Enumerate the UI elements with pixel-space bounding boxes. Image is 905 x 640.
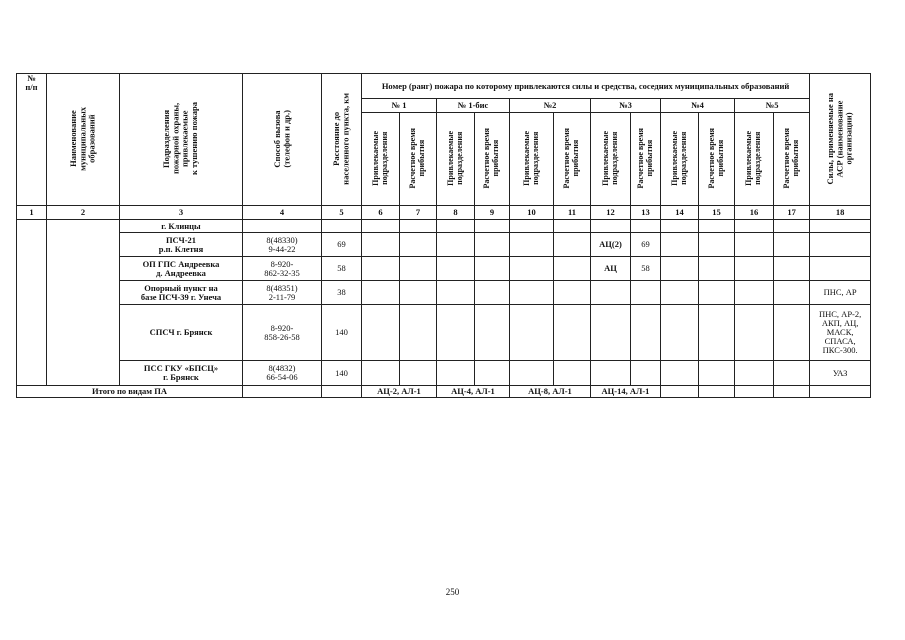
totals-label: Итого по видам ПА <box>17 386 243 398</box>
unit-cell: ОП ГПС Андреевка д. Андреевка <box>120 257 243 281</box>
r3-time-cell <box>631 281 661 305</box>
header-unit <box>120 74 243 206</box>
unit-cell: ПСЧ-21 р.п. Клетня <box>120 233 243 257</box>
sub-units: Привлекаемые подразделения <box>661 113 699 206</box>
col-num: 7 <box>400 206 437 220</box>
header-unit-text: Подразделения пожарной охраны, привлекаемые к тушению пожара <box>161 102 200 176</box>
r3-time-cell <box>631 361 661 386</box>
col-num: 14 <box>661 206 699 220</box>
header-num-text: № п/п <box>25 73 38 92</box>
header-distance-text: Расстояние до населенного пункта, км <box>331 92 351 185</box>
asr-cell: УАЗ <box>810 361 871 386</box>
call-cell: 8(48351) 2-11-79 <box>243 281 322 305</box>
distance-cell: 140 <box>322 305 362 361</box>
col-num: 18 <box>810 206 871 220</box>
page-number: 250 <box>445 587 460 597</box>
distance-cell: 58 <box>322 257 362 281</box>
rank-3: №3 <box>591 99 661 113</box>
r3-time-cell: 58 <box>631 257 661 281</box>
rank-4: №4 <box>661 99 735 113</box>
col-num: 15 <box>699 206 735 220</box>
column-number-row <box>17 206 871 220</box>
totals-rank-1: АЦ-2, АЛ-1 <box>362 386 437 398</box>
call-cell: 8-920- 858-26-58 <box>243 305 322 361</box>
col-num: 8 <box>437 206 475 220</box>
sub-time: Расчетное время прибытия <box>475 113 510 206</box>
unit-cell: Опорный пункт на базе ПСЧ-39 г. Унеча <box>120 281 243 305</box>
col-num: 16 <box>735 206 774 220</box>
col-num: 12 <box>591 206 631 220</box>
distance-cell: 69 <box>322 233 362 257</box>
table-row <box>17 220 871 233</box>
header-call-method-text: Способ вызова (телефон и др.) <box>271 109 291 168</box>
call-cell: 8(4832) 66-54-06 <box>243 361 322 386</box>
header-distance <box>322 74 362 206</box>
asr-cell: ПНС, АР-2, АКП, АЦ, МАСК, СПАСА, ПКС-300. <box>810 305 871 361</box>
table-row <box>17 361 871 386</box>
totals-rank-2: АЦ-8, АЛ-1 <box>510 386 591 398</box>
r3-units-cell <box>591 305 631 361</box>
sub-time: Расчетное время прибытия <box>774 113 810 206</box>
sub-units: Привлекаемые подразделения <box>735 113 774 206</box>
distance-cell: 38 <box>322 281 362 305</box>
totals-rank-3: АЦ-14, АЛ-1 <box>591 386 661 398</box>
totals-row <box>17 386 871 398</box>
call-cell: 8(48330) 9-44-22 <box>243 233 322 257</box>
col-num: 6 <box>362 206 400 220</box>
asr-cell <box>810 257 871 281</box>
sub-units: Привлекаемые подразделения <box>591 113 631 206</box>
r3-units-cell: АЦ <box>591 257 631 281</box>
r3-units-cell <box>591 281 631 305</box>
r3-time-cell: 69 <box>631 233 661 257</box>
col-num: 3 <box>120 206 243 220</box>
table-row <box>17 305 871 361</box>
header-asr-forces <box>810 74 871 206</box>
sub-units: Привлекаемые подразделения <box>510 113 554 206</box>
sub-units: Привлекаемые подразделения <box>362 113 400 206</box>
call-cell: 8-920- 862-32-35 <box>243 257 322 281</box>
header-num <box>17 74 47 206</box>
header-municipality <box>47 74 120 206</box>
totals-rank-1bis: АЦ-4, АЛ-1 <box>437 386 510 398</box>
col-num: 1 <box>17 206 47 220</box>
asr-cell: ПНС, АР <box>810 281 871 305</box>
r3-units-cell: АЦ(2) <box>591 233 631 257</box>
rank-2: №2 <box>510 99 591 113</box>
sub-units: Привлекаемые подразделения <box>437 113 475 206</box>
table-row <box>17 257 871 281</box>
table-row <box>17 281 871 305</box>
col-num: 2 <box>47 206 120 220</box>
rank-1bis: № 1-бис <box>437 99 510 113</box>
sub-time: Расчетное время прибытия <box>400 113 437 206</box>
col-num: 9 <box>475 206 510 220</box>
col-num: 11 <box>554 206 591 220</box>
table-row <box>17 233 871 257</box>
col-num: 4 <box>243 206 322 220</box>
col-num: 10 <box>510 206 554 220</box>
unit-cell: ПСС ГКУ «БПСЦ» г. Брянск <box>120 361 243 386</box>
col-num: 17 <box>774 206 810 220</box>
r3-time-cell <box>631 305 661 361</box>
sub-time: Расчетное время прибытия <box>554 113 591 206</box>
header-call-method <box>243 74 322 206</box>
distance-cell: 140 <box>322 361 362 386</box>
asr-cell <box>810 233 871 257</box>
fire-forces-table <box>16 73 871 398</box>
header-municipality-text: Наименование муниципальных образований <box>67 106 97 171</box>
header-asr-forces-text: Силы, применяемые на АСР (наименование организации) <box>825 92 854 185</box>
header-rank-group: Номер (ранг) пожара по которому привлекаются силы и средства, соседних муниципальных образований <box>362 74 810 99</box>
col-num: 5 <box>322 206 362 220</box>
city-name: г. Клинцы <box>120 220 243 233</box>
unit-cell: СПСЧ г. Брянск <box>120 305 243 361</box>
sub-time: Расчетное время прибытия <box>631 113 661 206</box>
rank-5: №5 <box>735 99 810 113</box>
r3-units-cell <box>591 361 631 386</box>
sub-time: Расчетное время прибытия <box>699 113 735 206</box>
col-num: 13 <box>631 206 661 220</box>
rank-1: № 1 <box>362 99 437 113</box>
